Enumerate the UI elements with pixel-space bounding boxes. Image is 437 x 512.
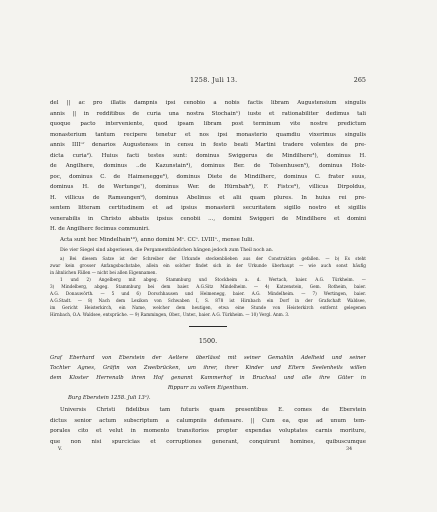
text-line: annis IIIIᵒʳ denarios Augustenses in censu in festo beati Martini tradere volentes de pre- xyxy=(50,142,366,148)
document-number: 1500. xyxy=(198,337,218,346)
footnote-line: im Gericht Heisterkirch, ein Name, welcher dem heutigen, etwa eine Stunde von Heisterkirch entfernt gelegenen xyxy=(50,305,366,311)
text-line: de Angilhere, dominus ..de Kazunstain⁴), dominus Ber. de Tolsenhusen⁵), dominus Holz- xyxy=(50,163,366,169)
footnote-line: zwar kein grosser Anfangsbuchstabe, allein ein solcher findet sich in der Urkunde überhaupt — wie auch sonst häufig xyxy=(50,262,366,268)
text-line: dictus senior actum subscriptum a calumpniis defensare. || Cum ea, que ad unum tem- xyxy=(50,417,366,424)
footnote-line: A.G.Stadt. — 8) Nach dem Lexikon von Schwaben I, S. 878 ist Hirnbach ein Dorf in der Grafschaft Waldsee, xyxy=(50,298,366,304)
summary-line: Rippurr zu vollem Eigenthum. xyxy=(167,385,249,392)
footnote-line: Hirnbach, O.A. Waldsee, entspräche. — 9) Rammingen, Ober., Unter., baier. A.G. Türkheim. — 10) Vergl. Anm. 3. xyxy=(50,312,290,318)
summary-line: Graf Eberhard von Eberstein der Aeltere überlässt mit seiner Gemahlin Adelheid und seiner xyxy=(50,355,366,362)
page-number: 265 xyxy=(353,76,366,84)
printer-signature xyxy=(50,447,366,455)
seal-note: Die vier Siegel sind abgerissen, die Pergamentbändchen hängen jedoch zum Theil noch an. xyxy=(60,248,274,253)
text-line: venerabilis in Christo abbatis ipsius cenobii ..., domini Swiggeri de Mindilhere et domini xyxy=(50,215,366,222)
page-header xyxy=(50,76,366,88)
text-line: annis || in redditibus de curia una nostra Stochain¹) iuste et rationabiliter dedimus tali xyxy=(50,110,366,117)
regest-summary xyxy=(50,353,366,393)
running-head: 1258. Juli 13. xyxy=(190,76,238,84)
page-content xyxy=(50,76,366,455)
text-line: Universis Christi fidelibus tam futuris quam presentibus E. comes de Eberstein xyxy=(60,407,366,414)
text-line: H. villicus de Ramsungen⁹), dominus Abelinus et alii quam plures. In huius rei pre- xyxy=(50,194,366,201)
text-line: dicta curia²). Huius facti testes sunt: dominus Swiggerus de Mindilhere³), dominus H. xyxy=(50,152,366,159)
text-line: quoque pacto interveniente, quod ipsam libram post terminum vite nostre predictum xyxy=(50,121,366,127)
summary-line: Tochter Agnes, Gräfin von Zweibrücken, um ihrer, ihrer Kinder und Eltern Seelenheils willen xyxy=(50,365,366,372)
text-line: H. de Angilherc fecimus communiri. xyxy=(50,226,150,232)
footnote-line: a) Bei diesem Satze ist der Schreiber der Urkunde steckenblieben aus der Construktion gefallen. — b) Es steht xyxy=(60,255,366,261)
text-line: del || ac pro illatis dampnis ipsi cenobio a nobis factis libram Augustensium singulis xyxy=(50,100,366,106)
text-line: poc, dominus C. de Haimenegge⁶), dominus Diete de Mindilherc, dominus C. frater suus, xyxy=(50,173,366,180)
dateline: Burg Eberstein 1258. Juli 13ᵃ). xyxy=(68,395,151,402)
footnotes xyxy=(50,255,366,319)
charter-text xyxy=(50,405,366,447)
summary-line: dem Kloster Herrenalb ihren Hof genannt Kammerhof in Bruchsal und alle ihre Güter in xyxy=(50,375,366,382)
signature-volume: V. xyxy=(58,447,62,453)
signature-sheet: 34 xyxy=(346,447,352,453)
footnote-line: 3) Mindelberg, abgeg. Stammburg bei dem baier. A.G.Sitz Mindelheim. — 4) Katzenstein, Gem. Rotheim, baier. xyxy=(50,283,366,289)
section-divider xyxy=(189,326,227,327)
footnote-line: in ähnlichen Fällen — nicht bei allen Eigennamen. xyxy=(50,269,157,275)
text-line: sentem litteram certitudinem et ad ipsius monasterii securitatem sigillo nostro et sigillis xyxy=(50,205,366,211)
text-line: porales cito et velut in momento transitorios propter expendas voluptates carnis moriture, xyxy=(50,428,366,435)
footnote-line: A.G. Donauwörth. — 5 und 6) Dorschhausen und Heimenegg, baier. A.G. Mindelheim. — 7) Wertingen, baier. xyxy=(50,290,366,296)
footnote-line: 1 und 2) Angelberg mit abgeg. Stammburg und Stockheim a. d. Wertach, baier. A.G. Türkheim. — xyxy=(60,276,366,282)
text-line: que non nisi spurcicias et corruptiones generant, conquirunt homines, quibuscumque xyxy=(50,438,366,445)
text-line: Acta sunt hec Mindelhain¹⁰), anno domini Mᵒ. CCᵒ. LVIIIᵒ., mense Iulii. xyxy=(60,236,255,243)
text-line: dominus H. de Wertunge⁷), dominus Wer. de Hürnbah⁸), F. Fistce⁹), villicus Dirpoldus, xyxy=(50,184,366,190)
text-line: monasterium tantum recipere tenetur et nos ipsi monasterio quamdiu vixerimus singulis xyxy=(50,131,366,138)
charter-text-continued xyxy=(50,98,366,245)
